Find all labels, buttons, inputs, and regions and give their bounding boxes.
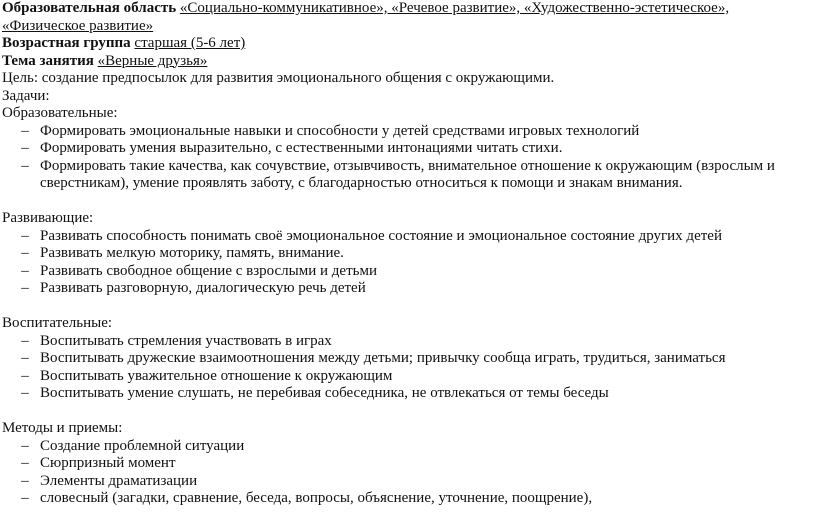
developing-list — [2, 228, 814, 298]
list-item-text: Развивать способность понимать своё эмоциональное состояние и эмоциональное состояние других детей — [40, 227, 722, 244]
list-item — [2, 473, 814, 491]
list-item-text: Формировать такие качества, как сочувствие, отзывчивость, внимательное отношение к окружающим (взрослым и сверстникам), умение проявлять заботу, с благодарностью относиться к помощи и знакам внимания. — [40, 157, 775, 191]
lesson-topic-value: «Верные друзья» — [97, 52, 208, 69]
dash-bullet: – — [21, 262, 29, 279]
list-item-text: Развивать свободное общение с взрослыми и детьми — [40, 262, 377, 279]
educational-area-label: Образовательная область — [2, 0, 177, 16]
section-title-upbringing: Воспитательные: — [2, 315, 113, 331]
age-group-value: старшая (5-6 лет) — [134, 35, 246, 51]
tasks-title: Задачи: — [2, 87, 50, 104]
dash-bullet: – — [21, 350, 29, 366]
spacer — [2, 298, 814, 316]
dash-bullet: – — [21, 437, 29, 454]
dash-bullet: – — [21, 245, 29, 261]
list-item-text: Воспитывать дружеские взаимоотношения между детьми; привычку сообща играть, трудиться, заниматься — [40, 350, 726, 366]
list-item-text: словесный (загадки, сравнение, беседа, вопросы, объяснение, уточнение, поощрение), — [40, 490, 593, 506]
list-item — [2, 280, 814, 298]
upbringing-list — [2, 333, 814, 403]
list-item — [2, 368, 814, 386]
lesson-goal: Цель: создание предпосылок для развития эмоционального общения с окружающими. — [2, 70, 555, 86]
list-item-text: Воспитывать умение слушать, не перебивая собеседника, не отвлекаться от темы беседы — [40, 385, 609, 401]
list-item — [2, 490, 814, 508]
dash-bullet: – — [21, 332, 29, 349]
list-item-text: Воспитывать стремления участвовать в играх — [40, 332, 332, 349]
list-item — [2, 140, 814, 158]
list-item — [2, 438, 814, 456]
dash-bullet: – — [21, 227, 29, 244]
list-item — [2, 333, 814, 351]
section-title-methods: Методы и приемы: — [2, 420, 123, 436]
list-item-text: Сюрпризный момент — [40, 455, 176, 471]
section-title-educational: Образовательные: — [2, 105, 118, 121]
list-item-text: Развивать разговорную, диалогическую речь детей — [40, 280, 366, 296]
section-title-developing: Развивающие: — [2, 210, 94, 226]
dash-bullet: – — [21, 367, 29, 384]
list-item-text: Элементы драматизации — [40, 472, 198, 489]
list-item — [2, 245, 814, 263]
list-item — [2, 385, 814, 403]
age-group — [2, 35, 814, 53]
list-item — [2, 263, 814, 281]
list-item — [2, 158, 814, 193]
dash-bullet: – — [21, 455, 29, 471]
list-item-text: Формировать эмоциональные навыки и способности у детей средствами игровых технологий — [40, 122, 640, 139]
dash-bullet: – — [21, 140, 29, 156]
spacer — [2, 193, 814, 211]
document-page — [2, 0, 814, 508]
list-item-text: Создание проблемной ситуации — [40, 437, 245, 454]
list-item-text: Формировать умения выразительно, с естественными интонациями читать стихи. — [40, 140, 563, 156]
age-group-label: Возрастная группа — [2, 35, 131, 51]
methods-list — [2, 438, 814, 508]
lesson-topic — [2, 53, 814, 71]
list-item — [2, 123, 814, 141]
lesson-topic-label: Тема занятия — [2, 52, 94, 69]
dash-bullet: – — [21, 157, 29, 174]
dash-bullet: – — [21, 472, 29, 489]
list-item-text: Воспитывать уважительное отношение к окружающим — [40, 367, 393, 384]
dash-bullet: – — [21, 122, 29, 139]
educational-list — [2, 123, 814, 193]
educational-area-value: «Социально-коммуникативное», «Речевое развитие», «Художественно-эстетическое», «Физическое развитие» — [2, 0, 730, 34]
educational-area — [2, 0, 814, 35]
list-item — [2, 350, 814, 368]
list-item — [2, 455, 814, 473]
spacer — [2, 403, 814, 421]
list-item-text: Развивать мелкую моторику, память, внимание. — [40, 245, 344, 261]
dash-bullet: – — [21, 490, 29, 506]
dash-bullet: – — [21, 385, 29, 401]
list-item — [2, 228, 814, 246]
dash-bullet: – — [21, 280, 29, 296]
